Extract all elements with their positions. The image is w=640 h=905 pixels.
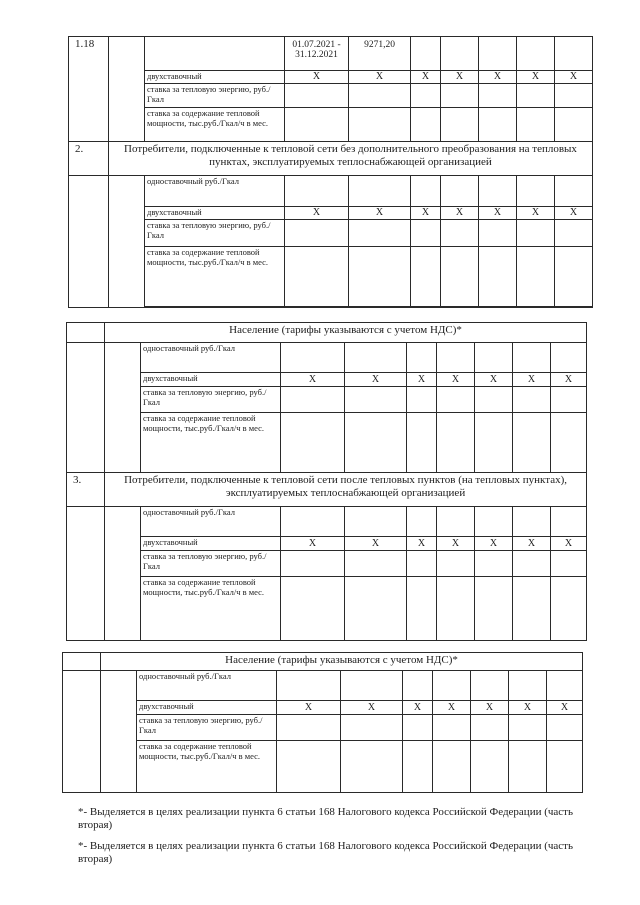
- section-header-row: [67, 473, 587, 507]
- table-row: [67, 577, 587, 641]
- table-row: двухставочный X X X X X X X: [67, 537, 587, 551]
- table-row: [69, 84, 593, 108]
- section-number: 3.: [67, 473, 105, 507]
- tariff-table-upper: [68, 36, 593, 308]
- section-title: Потребители, подключенные к тепловой сети после тепловых пунктов (на тепловых пунктах), эксплуатируемых теплоснабжающей организацией: [105, 473, 587, 507]
- table-row: [69, 176, 593, 207]
- tariff-table-middle: [66, 322, 587, 641]
- table-row: двухставочный X X X X X X X: [69, 71, 593, 84]
- two-part-label: двухставочный: [145, 71, 285, 84]
- section-title: Потребители, подключенные к тепловой сети без дополнительного преобразования на тепловых пунктах, эксплуатируемых теплоснабжающей организацией: [109, 142, 593, 176]
- section-number: 2.: [69, 142, 109, 176]
- two-part-label: двухставочный: [141, 537, 281, 551]
- section-header-row: [67, 323, 587, 343]
- table-row: [67, 551, 587, 577]
- rate-heat-label: ставка за тепловую энергию, руб./Гкал: [145, 220, 285, 247]
- table-row: [69, 37, 593, 71]
- population-title: Население (тарифы указываются с учетом НДС)*: [101, 653, 583, 671]
- table-row: [69, 247, 593, 307]
- rate-capacity-label: ставка за содержание тепловой мощности, тыс.руб./Гкал/ч в мес.: [141, 577, 281, 641]
- rate-capacity-label: ставка за содержание тепловой мощности, тыс.руб./Гкал/ч в мес.: [141, 413, 281, 473]
- two-part-label: двухставочный: [137, 701, 277, 715]
- one-part-label: одноставочный руб./Гкал: [141, 507, 281, 537]
- two-part-label: двухставочный: [141, 373, 281, 387]
- table-row: [63, 741, 583, 793]
- one-part-label: одноставочный руб./Гкал: [145, 176, 285, 207]
- rate-heat-label: ставка за тепловую энергию, руб./Гкал: [137, 715, 277, 741]
- rate-heat-label: ставка за тепловую энергию, руб./Гкал: [141, 387, 281, 413]
- section-header-row: [63, 653, 583, 671]
- table-row: [69, 108, 593, 142]
- rate-capacity-label: ставка за содержание тепловой мощности, тыс.руб./Гкал/ч в мес.: [145, 247, 285, 307]
- population-title: Население (тарифы указываются с учетом НДС)*: [105, 323, 587, 343]
- rate-capacity-label: ставка за содержание тепловой мощности, тыс.руб./Гкал/ч в мес.: [137, 741, 277, 793]
- footnote: *- Выделяется в целях реализации пункта 6 статьи 168 Налогового кодекса Российской Федерации (часть вторая): [78, 840, 573, 865]
- rate-heat-label: ставка за тепловую энергию, руб./Гкал: [145, 84, 285, 108]
- rate-capacity-label: ставка за содержание тепловой мощности, тыс.руб./Гкал/ч в мес.: [145, 108, 285, 142]
- table-row: двухставочный X X X X X X X: [67, 373, 587, 387]
- rate-heat-label: ставка за тепловую энергию, руб./Гкал: [141, 551, 281, 577]
- table-row: [67, 507, 587, 537]
- table-row: [69, 220, 593, 247]
- tariff-table-lower: [62, 652, 583, 793]
- section-header-row: [69, 142, 593, 176]
- row-number: 1.18: [69, 37, 109, 142]
- table-row: [67, 343, 587, 373]
- table-row: [63, 715, 583, 741]
- table-row: двухставочный X X X X X X X: [63, 701, 583, 715]
- period-cell: 01.07.2021 - 31.12.2021: [285, 37, 349, 71]
- one-part-label: одноставочный руб./Гкал: [141, 343, 281, 373]
- footnote: *- Выделяется в целях реализации пункта 6 статьи 168 Налогового кодекса Российской Федерации (часть вторая): [78, 806, 573, 831]
- two-part-label: двухставочный: [145, 207, 285, 220]
- table-row: [67, 387, 587, 413]
- table-row: [67, 413, 587, 473]
- table-row: двухставочный X X X X X X X: [69, 207, 593, 220]
- tariff-value-cell: 9271,20: [349, 37, 411, 71]
- one-part-label: одноставочный руб./Гкал: [137, 671, 277, 701]
- table-row: [63, 671, 583, 701]
